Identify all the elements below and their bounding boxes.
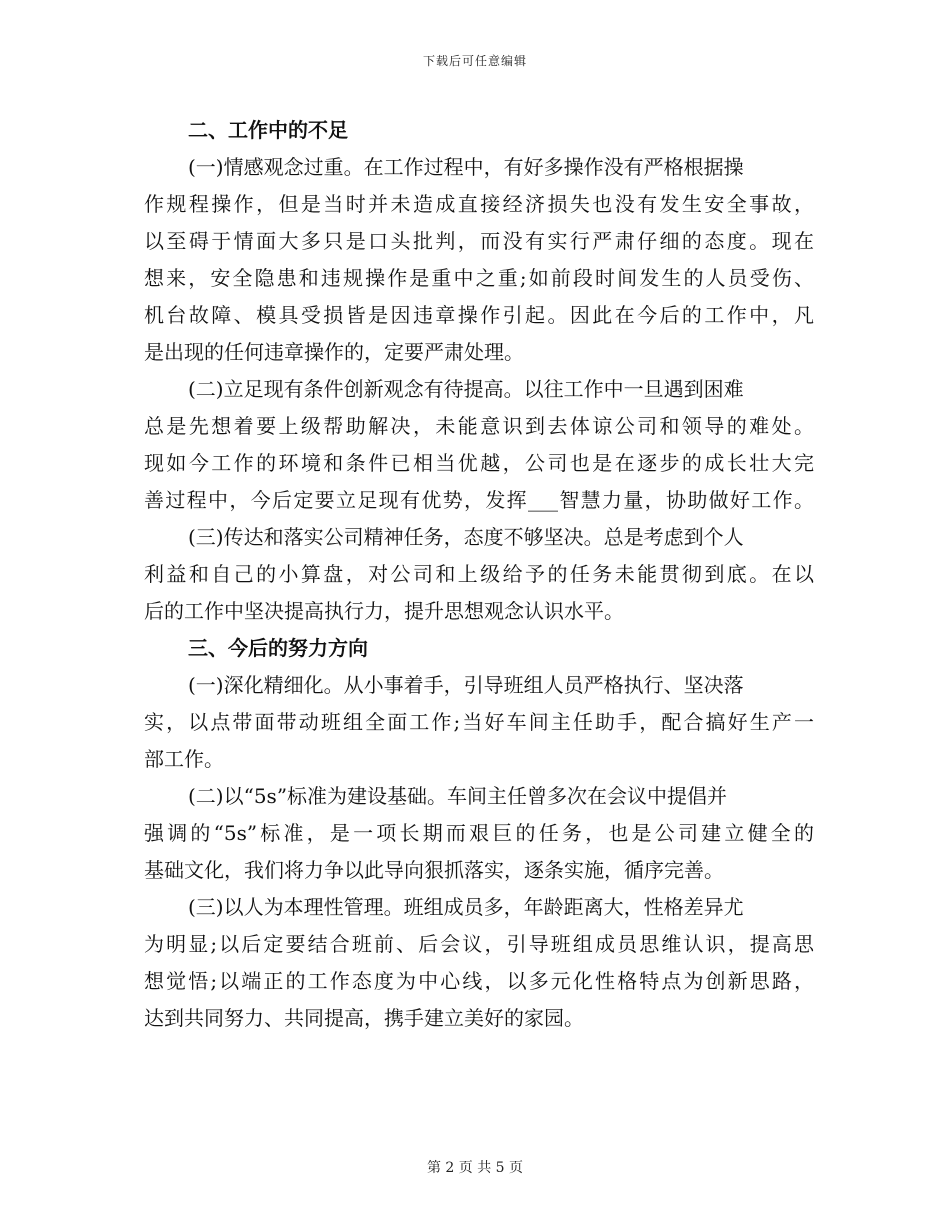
paragraph-first-line: (二)以“5s”标准为建设基础。车间主任曾多次在会议中提倡并: [188, 784, 728, 808]
paragraph-line: 实，以点带面带动班组全面工作;当好车间主任助手，配合搞好生产一: [144, 710, 814, 734]
paragraph-line: 利益和自己的小算盘，对公司和上级给予的任务未能贯彻到底。在以: [144, 562, 814, 586]
paragraph-line: 现如今工作的环境和条件已相当优越，公司也是在逐步的成长壮大完: [144, 451, 814, 475]
section-heading: 二、工作中的不足: [188, 118, 348, 142]
paragraph-first-line: (三)以人为本理性管理。班组成员多，年龄距离大，性格差异尤: [188, 895, 744, 919]
paragraph-last-line: 部工作。: [144, 747, 224, 771]
paragraph-last-line: 是出现的任何违章操作的，定要严肃处理。: [144, 340, 524, 364]
paragraph-line: 想觉悟;以端正的工作态度为中心线，以多元化性格特点为创新思路，: [144, 969, 814, 993]
paragraph-first-line: (三)传达和落实公司精神任务，态度不够坚决。总是考虑到个人: [188, 525, 744, 549]
paragraph-first-line: (二)立足现有条件创新观念有待提高。以往工作中一旦遇到困难: [188, 377, 744, 401]
paragraph-line: 以至碍于情面大多只是口头批判，而没有实行严肃仔细的态度。现在: [144, 229, 814, 253]
paragraph-first-line: (一)情感观念过重。在工作过程中，有好多操作没有严格根据操: [188, 155, 744, 179]
paragraph-last-line: 基础文化，我们将力争以此导向狠抓落实，逐条实施，循序完善。: [144, 858, 724, 882]
paragraph-line: 作规程操作，但是当时并未造成直接经济损失也没有发生安全事故，: [144, 192, 814, 216]
paragraph-first-line: (一)深化精细化。从小事着手，引导班组人员严格执行、坚决落: [188, 673, 744, 697]
document-body: [144, 112, 814, 1037]
paragraph-line: 强调的“5s”标准，是一项长期而艰巨的任务，也是公司建立健全的: [144, 821, 814, 845]
paragraph-line: 善过程中，今后定要立足现有优势，发挥___智慧力量，协助做好工作。: [144, 488, 814, 512]
page-header: 下载后可任意编辑: [422, 54, 527, 68]
paragraph-line: 机台故障、模具受损皆是因违章操作引起。因此在今后的工作中，凡: [144, 303, 814, 327]
section-heading: 三、今后的努力方向: [188, 636, 368, 660]
paragraph-last-line: 后的工作中坚决提高执行力，提升思想观念认识水平。: [144, 599, 624, 623]
paragraph-last-line: 达到共同努力、共同提高，携手建立美好的家园。: [144, 1006, 584, 1030]
paragraph-line: 总是先想着要上级帮助解决，未能意识到去体谅公司和领导的难处。: [144, 414, 814, 438]
page-footer: 第 2 页 共 5 页: [426, 1160, 524, 1176]
paragraph-line: 想来，安全隐患和违规操作是重中之重;如前段时间发生的人员受伤、: [144, 266, 814, 290]
paragraph-line: 为明显;以后定要结合班前、后会议，引导班组成员思维认识，提高思: [144, 932, 814, 956]
